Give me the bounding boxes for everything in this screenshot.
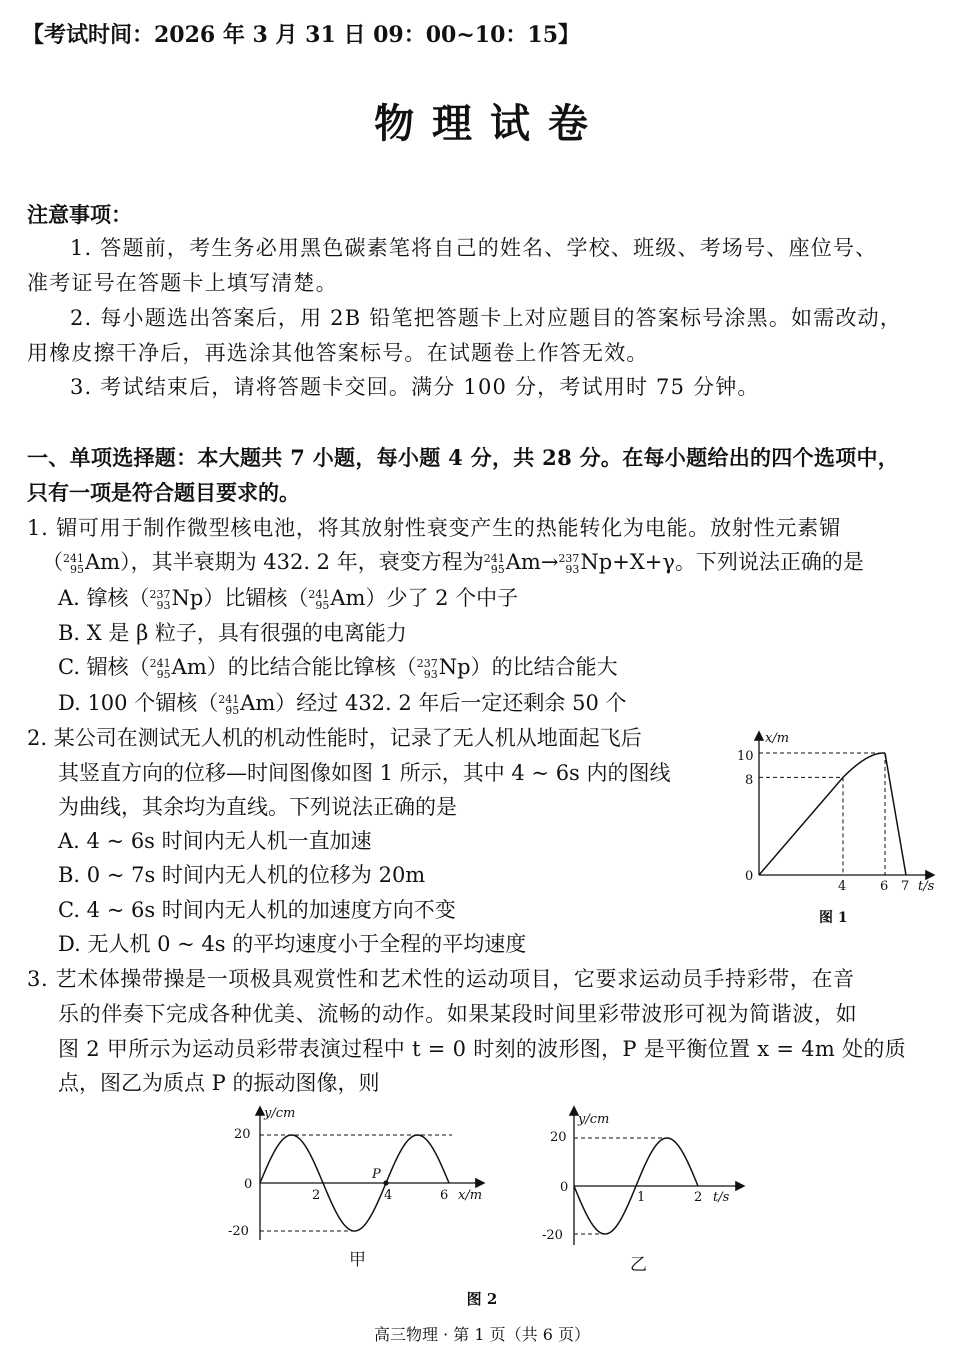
q2-option-b: B. 0 ~ 7s 时间内无人机的位移为 20m [58, 863, 426, 887]
notice-item-2-cont: 用橡皮擦干净后，再选涂其他答案标号。在试题卷上作答无效。 [27, 341, 649, 365]
q2-option-c: C. 4 ~ 6s 时间内无人机的加速度方向不变 [58, 898, 456, 922]
yi-label: 乙 [630, 1255, 647, 1275]
section1-heading-cont: 只有一项是符合题目要求的。 [27, 480, 300, 505]
q2-stem-line2: 其竖直方向的位移—时间图像如图 1 所示，其中 4 ~ 6s 内的图线 [58, 761, 671, 785]
q1-option-c: C. 镅核（ 241 95 Am）的比结合能比镎核（ 237 93 Np）的比结合能大 [58, 655, 618, 681]
figure-2-caption: 图 2 [466, 1290, 498, 1308]
np-isotope-label: 237 93 [416, 656, 438, 681]
notice-heading: 注意事项： [27, 202, 132, 227]
q1-equation-left: Am→ [505, 550, 559, 574]
notice-item-1: 1. 答题前，考生务必用黑色碳素笔将自己的姓名、学校、班级、考场号、座位号、 [70, 236, 878, 260]
np-isotope-label: 237 93 [149, 587, 171, 612]
figure-2-jia-chart [228, 1100, 498, 1280]
fig1-xtick-4: 4 [838, 879, 847, 894]
notice-item-1-cont: 准考证号在答题卡上填写清楚。 [27, 271, 338, 295]
fig1-ytick-10: 10 [737, 749, 754, 764]
jia-xtick-4: 4 [384, 1188, 393, 1203]
q2-stem-line3: 为曲线，其余均为直线。下列说法正确的是 [58, 795, 457, 819]
q1-option-a: A. 镎核（ 237 93 Np）比镅核（ 241 95 Am）少了 2 个中子 [58, 586, 519, 612]
q2-option-d: D. 无人机 0 ~ 4s 的平均速度小于全程的平均速度 [58, 932, 527, 956]
page-title: 物 理 试 卷 [374, 100, 590, 147]
fig1-ytick-8: 8 [745, 773, 754, 788]
yi-xtick-1: 1 [637, 1190, 646, 1205]
q1-stem-line1: 1. 镅可用于制作微型核电池，将其放射性衰变产生的热能转化为电能。放射性元素镅 [27, 516, 841, 540]
jia-ytick-neg20: -20 [228, 1224, 249, 1239]
exam-time: 【考试时间：2026 年 3 月 31 日 09：00~10：15】 [22, 22, 581, 48]
jia-xlabel: x/m [458, 1188, 483, 1203]
section1-heading: 一、单项选择题：本大题共 7 小题，每小题 4 分，共 28 分。在每小题给出的四个选项中， [27, 445, 900, 470]
fig1-xtick-6: 6 [880, 879, 889, 894]
q2-stem-line1: 2. 某公司在测试无人机的机动性能时，记录了无人机从地面起飞后 [27, 726, 642, 750]
jia-label: 甲 [349, 1250, 366, 1270]
fig1-xlabel: t/s [918, 879, 935, 894]
np-isotope-label: 237 93 [558, 551, 580, 576]
jia-ytick-20: 20 [234, 1127, 251, 1142]
q3-stem-line3: 图 2 甲所示为运动员彩带表演过程中 t = 0 时刻的波形图，P 是平衡位置 x = 4m 处的质 [58, 1037, 907, 1061]
jia-point-p [383, 1180, 388, 1185]
q1-stem-line2 [42, 547, 864, 577]
q3-stem-line2: 乐的伴奏下完成各种优美、流畅的动作。如果某段时间里彩带波形可视为简谐波，如 [58, 1002, 858, 1026]
am-isotope-label: 241 95 [149, 656, 171, 681]
jia-xtick-2: 2 [312, 1188, 321, 1203]
figure-1-chart [735, 725, 945, 935]
jia-xtick-6: 6 [440, 1188, 449, 1203]
fig1-ylabel: x/m [765, 731, 790, 746]
q1-paren: （ [42, 550, 63, 574]
am-isotope-label: 241 95 [218, 692, 240, 717]
yi-xtick-2: 2 [694, 1190, 703, 1205]
jia-point-label: P [372, 1167, 381, 1182]
am-isotope-label: 241 95 [63, 551, 84, 576]
q1-equation-right: Np+X+γ。下列说法正确的是 [580, 550, 864, 574]
yi-ylabel: y/cm [578, 1112, 610, 1127]
page-footer: 高三物理 · 第 1 页（共 6 页） [374, 1325, 590, 1344]
fig1-segment-6-7 [885, 753, 906, 875]
yi-ytick-20: 20 [550, 1130, 567, 1145]
jia-ytick-0: 0 [244, 1177, 253, 1192]
am-isotope-label: 241 95 [308, 587, 330, 612]
q1-option-d: D. 100 个镅核（ 241 95 Am）经过 432. 2 年后一定还剩余 50 个 [58, 691, 627, 717]
yi-ytick-neg20: -20 [542, 1228, 563, 1243]
fig1-xtick-7: 7 [901, 879, 910, 894]
notice-item-2: 2. 每小题选出答案后，用 2B 铅笔把答题卡上对应题目的答案标号涂黑。如需改动， [70, 306, 903, 330]
fig1-ytick-0: 0 [745, 869, 754, 884]
fig1-caption: 图 1 [819, 910, 848, 926]
q2-option-a: A. 4 ~ 6s 时间内无人机一直加速 [58, 829, 372, 853]
fig1-curve-4-6 [843, 753, 885, 777]
fig1-segment-0-4 [759, 777, 843, 875]
q3-stem-line1: 3. 艺术体操带操是一项极具观赏性和艺术性的运动项目，它要求运动员手持彩带，在音 [27, 967, 855, 991]
yi-xlabel: t/s [713, 1190, 730, 1205]
q1-halflife-text: Am），其半衰期为 432. 2 年，衰变方程为 [85, 550, 484, 574]
yi-ytick-0: 0 [560, 1180, 569, 1195]
figure-2-yi-chart [538, 1100, 758, 1280]
q3-stem-line4: 点，图乙为质点 P 的振动图像，则 [58, 1071, 380, 1095]
notice-item-3: 3. 考试结束后，请将答题卡交回。满分 100 分，考试用时 75 分钟。 [70, 375, 760, 399]
jia-ylabel: y/cm [264, 1106, 296, 1121]
q1-option-b: B. X 是 β 粒子，具有很强的电离能力 [58, 621, 407, 645]
am-isotope-label: 241 95 [483, 551, 505, 576]
